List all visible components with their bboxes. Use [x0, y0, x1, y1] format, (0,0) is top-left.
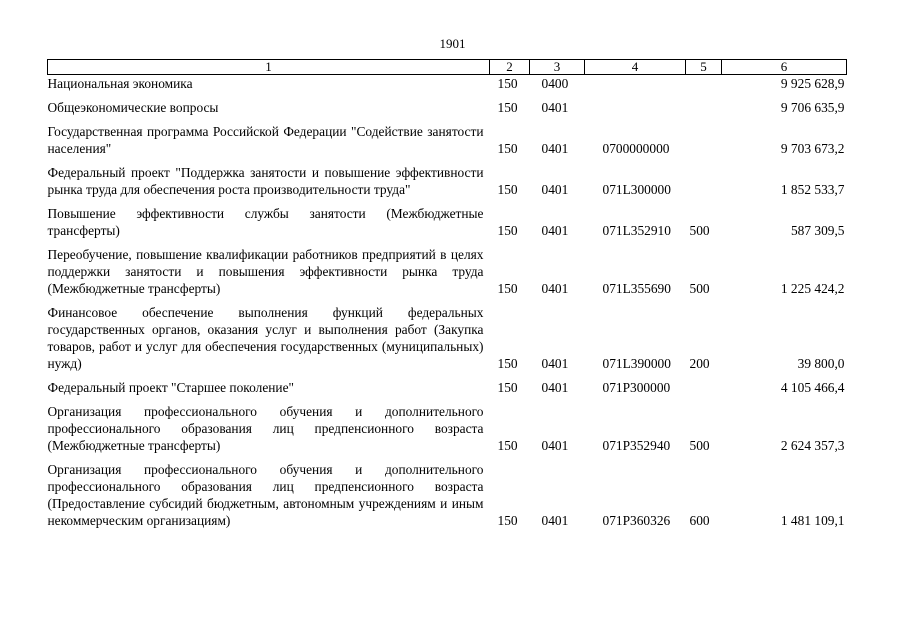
row-cs: 071P360326 — [602, 513, 671, 528]
row-vr — [686, 116, 722, 157]
row-vr: 500 — [689, 223, 710, 238]
header-col-5: 5 — [686, 60, 722, 75]
row-gr: 150 — [497, 356, 518, 371]
header-col-1: 1 — [48, 60, 490, 75]
budget-table — [47, 59, 847, 529]
row-amount: 1 852 533,7 — [780, 182, 845, 197]
row-name: Государственная программа Российской Федерации "Содействие занятости населения" — [47, 124, 484, 156]
row-rz: 0401 — [541, 182, 569, 197]
row-rz: 0401 — [541, 223, 569, 238]
row-vr: 500 — [689, 281, 710, 296]
table-row — [48, 92, 847, 116]
page-number: 1901 — [439, 36, 466, 51]
row-vr: 500 — [689, 438, 710, 453]
table-row — [48, 198, 847, 239]
row-name: Повышение эффективности службы занятости (Межбюджетные трансферты) — [47, 206, 484, 238]
row-name: Организация профессионального обучения и дополнительного профессионального образования лиц предпенсионного возраста (Межбюджетные трансферты) — [47, 404, 484, 453]
table-row — [48, 157, 847, 198]
row-rz: 0400 — [541, 76, 569, 91]
table-row — [48, 372, 847, 396]
row-amount: 1 225 424,2 — [780, 281, 845, 296]
row-vr — [686, 372, 722, 396]
row-amount: 9 925 628,9 — [780, 76, 845, 91]
row-gr: 150 — [497, 438, 518, 453]
row-gr: 150 — [497, 223, 518, 238]
table-row — [48, 297, 847, 372]
row-cs: 071L355690 — [602, 281, 671, 296]
table-row — [48, 454, 847, 529]
row-vr: 600 — [689, 513, 710, 528]
row-amount: 4 105 466,4 — [780, 380, 845, 395]
row-amount: 587 309,5 — [790, 223, 845, 238]
row-cs — [585, 92, 686, 116]
row-rz: 0401 — [541, 380, 569, 395]
table-row — [48, 396, 847, 454]
row-cs: 071P352940 — [602, 438, 671, 453]
row-rz: 0401 — [541, 513, 569, 528]
row-name: Финансовое обеспечение выполнения функций федеральных государственных органов, оказания услуг и выполнения работ (Закупка товаров, работ и услуг для обеспечения государственных (муниципальных) нужд) — [47, 305, 484, 371]
table-row — [48, 75, 847, 93]
row-name: Организация профессионального обучения и дополнительного профессионального образования лиц предпенсионного возраста (Предоставление субсидий бюджетным, автономным учреждениям и иным некоммерческим организациям) — [47, 462, 484, 528]
row-gr: 150 — [497, 281, 518, 296]
header-col-3: 3 — [530, 60, 585, 75]
row-name: Национальная экономика — [47, 76, 193, 91]
header-col-2: 2 — [490, 60, 530, 75]
row-cs: 0700000000 — [602, 141, 670, 156]
row-name: Общеэкономические вопросы — [47, 100, 219, 115]
row-vr — [686, 92, 722, 116]
table-row — [48, 239, 847, 297]
row-cs: 071L300000 — [602, 182, 671, 197]
row-vr: 200 — [689, 356, 710, 371]
row-gr: 150 — [497, 141, 518, 156]
row-rz: 0401 — [541, 281, 569, 296]
row-gr: 150 — [497, 380, 518, 395]
row-gr: 150 — [497, 182, 518, 197]
row-cs: 071L390000 — [602, 356, 671, 371]
row-name: Переобучение, повышение квалификации работников предприятий в целях поддержки занятости и повышения эффективности рынка труда (Межбюджетные трансферты) — [47, 247, 484, 296]
row-cs: 071P300000 — [602, 380, 671, 395]
row-cs — [585, 75, 686, 93]
row-amount: 1 481 109,1 — [780, 513, 845, 528]
row-rz: 0401 — [541, 141, 569, 156]
row-amount: 2 624 357,3 — [780, 438, 845, 453]
row-amount: 39 800,0 — [797, 356, 845, 371]
row-gr: 150 — [497, 100, 518, 115]
header-col-4: 4 — [585, 60, 686, 75]
row-cs: 071L352910 — [602, 223, 671, 238]
row-rz: 0401 — [541, 356, 569, 371]
row-vr — [686, 75, 722, 93]
row-amount: 9 703 673,2 — [780, 141, 845, 156]
table-row — [48, 116, 847, 157]
row-name: Федеральный проект "Старшее поколение" — [47, 380, 295, 395]
row-amount: 9 706 635,9 — [780, 100, 845, 115]
header-col-6: 6 — [722, 60, 847, 75]
row-gr: 150 — [497, 513, 518, 528]
row-gr: 150 — [497, 76, 518, 91]
header-row — [48, 60, 847, 75]
row-name: Федеральный проект "Поддержка занятости и повышение эффективности рынка труда для обеспечения роста производительности труда" — [47, 165, 484, 197]
row-rz: 0401 — [541, 438, 569, 453]
row-vr — [686, 157, 722, 198]
row-rz: 0401 — [541, 100, 569, 115]
